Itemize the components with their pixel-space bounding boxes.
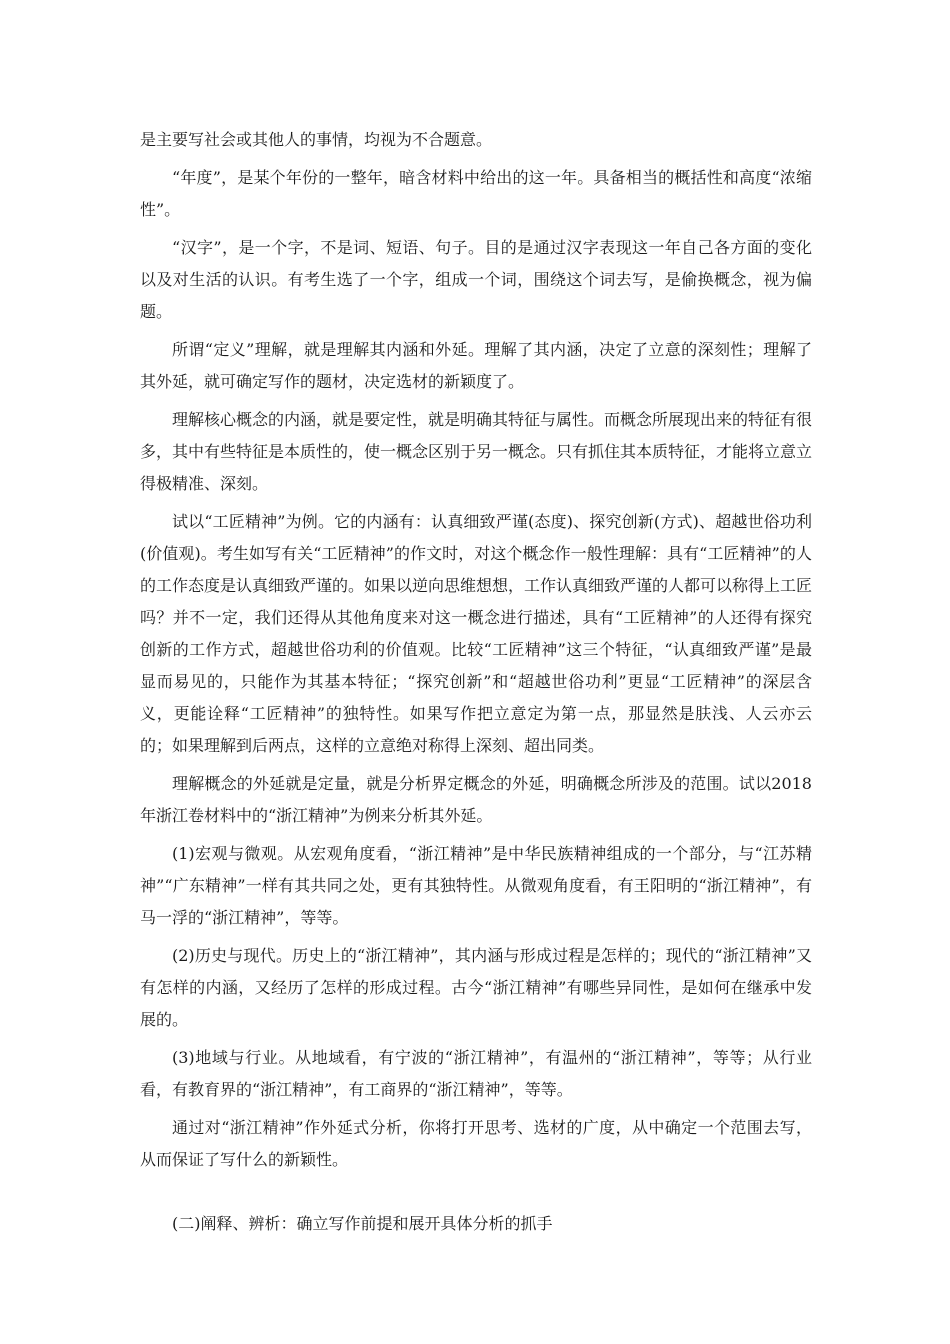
paragraph-neihan: 理解核心概念的内涵，就是要定性，就是明确其特征与属性。而概念所展现出来的特征有很多，其中有些特征是本质性的，使一概念区别于另一概念。只有抓住其本质特征，才能将立意立得极精准、深刻。 <box>140 410 813 493</box>
document-body <box>140 124 812 1246</box>
paragraph-gongjiang: 试以“工匠精神”为例。它的内涵有：认真细致严谨(态度)、探究创新(方式)、超越世俗功利(价值观)。考生如写有关“工匠精神”的作文时，对这个概念作一般性理解：具有“工匠精神”的人的工作态度是认真细致严谨的。如果以逆向思维想想，工作认真细致严谨的人都可以称得上工匠吗？并不一定，我们还得从其他角度来对这一概念进行描述，具有“工匠精神”的人还得有探究创新的工作方式，超越世俗功利的价值观。比较“工匠精神”这三个特征，“认真细致严谨”是最显而易见的，只能作为其基本特征；“探究创新”和“超越世俗功利”更显“工匠精神”的深层含义，更能诠释“工匠精神”的独特性。如果写作把立意定为第一点，那显然是肤浅、人云亦云的；如果理解到后两点，这样的立意绝对称得上深刻、超出同类。 <box>140 512 813 755</box>
section-heading: (二)阐释、辨析：确立写作前提和展开具体分析的抓手 <box>172 1214 553 1233</box>
paragraph-summary: 通过对“浙江精神”作外延式分析，你将打开思考、选材的广度，从中确定一个范围去写，从而保证了写什么的新颖性。 <box>140 1118 812 1169</box>
paragraph-item-1: (1)宏观与微观。从宏观角度看，“浙江精神”是中华民族精神组成的一个部分，与“江苏精神”“广东精神”一样有其共同之处，更有其独特性。从微观角度看，有王阳明的“浙江精神”，有马一浮的“浙江精神”，等等。 <box>140 844 812 927</box>
paragraph-dingyi: 所谓“定义”理解，就是理解其内涵和外延。理解了其内涵，决定了立意的深刻性；理解了其外延，就可确定写作的题材，决定选材的新颖度了。 <box>140 340 812 391</box>
paragraph-item-3: (3)地域与行业。从地域看，有宁波的“浙江精神”，有温州的“浙江精神”，等等；从行业看，有教育界的“浙江精神”，有工商界的“浙江精神”，等等。 <box>140 1048 812 1099</box>
paragraph-waiyan: 理解概念的外延就是定量，就是分析界定概念的外延，明确概念所涉及的范围。试以2018年浙江卷材料中的“浙江精神”为例来分析其外延。 <box>140 774 812 825</box>
paragraph-continuation: 是主要写社会或其他人的事情，均视为不合题意。 <box>140 130 493 149</box>
paragraph-hanzi: “汉字”，是一个字，不是词、短语、句子。目的是通过汉字表现这一年自己各方面的变化以及对生活的认识。有考生选了一个字，组成一个词，围绕这个词去写，是偷换概念，视为偏题。 <box>140 238 812 321</box>
paragraph-niandu: “年度”，是某个年份的一整年，暗含材料中给出的这一年。具备相当的概括性和高度“浓缩性”。 <box>140 168 812 219</box>
paragraph-item-2: (2)历史与现代。历史上的“浙江精神”，其内涵与形成过程是怎样的；现代的“浙江精神”又有怎样的内涵，又经历了怎样的形成过程。古今“浙江精神”有哪些异同性，是如何在继承中发展的。 <box>140 946 812 1029</box>
